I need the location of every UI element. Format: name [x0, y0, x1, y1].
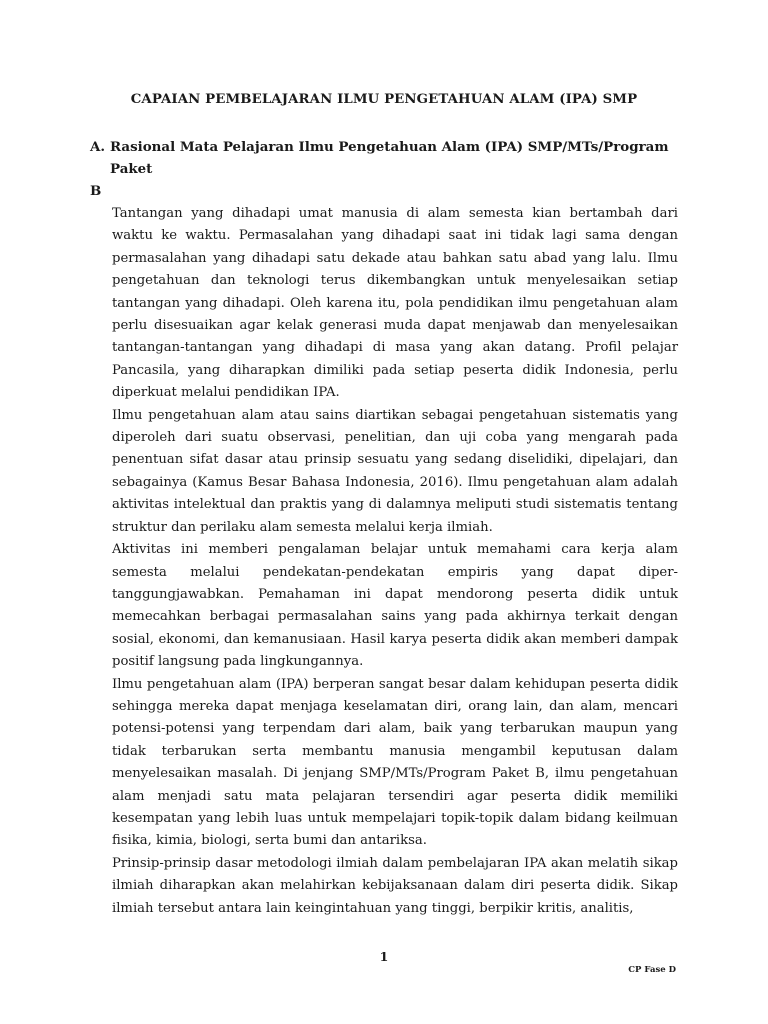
paragraph-1: Tantangan yang dihadapi umat manusia di alam semesta kian bertambah dari waktu ke waktu. Permasalahan yang dihadapi saat ini tidak lagi sama dengan permasalahan yang dihadapi satu dekade atau bahkan satu abad yang lalu. Ilmu pengetahuan dan teknologi terus dikembangkan untuk menyelesaikan setiap tantangan yang dihadapi. Oleh karena itu, pola pendidikan ilmu pengetahuan alam perlu disesuaikan agar kelak generasi muda dapat menjawab dan menyelesaikan tantangan-tantangan yang dihadapi di masa yang akan datang. Profil pelajar Pancasila, yang diharapkan dimiliki pada setiap peserta didik Indonesia, perlu diperkuat melalui pendidikan IPA.: [112, 206, 678, 401]
footer-label: CP Fase D: [628, 965, 676, 975]
section-heading-line1: Rasional Mata Pelajaran Ilmu Pengetahuan Alam (IPA) SMP/MTs/Program Paket: [110, 139, 669, 177]
page-number: 1: [379, 949, 389, 964]
document-title: CAPAIAN PEMBELAJARAN ILMU PENGETAHUAN ALAM (IPA) SMP: [130, 92, 638, 107]
section-heading: [90, 136, 680, 202]
paragraph-4: Ilmu pengetahuan alam (IPA) berperan sangat besar dalam kehidupan peserta didik sehingga mereka dapat menjaga keselamatan diri, orang lain, dan alam, mencari potensi-potensi yang terpendam dari alam, baik yang terbarukan maupun yang tidak terbarukan serta membantu manusia mengambil keputusan dalam menyelesaikan masalah. Di jenjang SMP/MTs/Program Paket B, ilmu pengetahuan alam menjadi satu mata pelajaran tersendiri agar peserta didik memiliki kesempatan yang lebih luas untuk mempelajari topik-topik dalam bidang keilmuan fisika, kimia, biologi, serta bumi dan antariksa.: [112, 676, 678, 849]
section-heading-text: [90, 136, 680, 202]
body-text: [112, 203, 678, 920]
paragraph-3: Aktivitas ini memberi pengalaman belajar untuk memahami cara kerja alam semesta melalui pendekatan-pendekatan empiris yang dapat diper- tanggungjawabkan. Pemahaman ini dapat mendorong peserta didik untuk memecahkan berbagai permasalahan sains yang pada akhirnya terkait dengan sosial, ekonomi, dan kemanusiaan. Hasil karya peserta didik akan memberi dampak positif langsung pada lingkungannya.: [112, 542, 678, 670]
paragraph-2: Ilmu pengetahuan alam atau sains diartikan sebagai pengetahuan sistematis yang diperoleh dari suatu observasi, penelitian, dan uji coba yang mengarah pada penentuan sifat dasar atau prinsip sesuatu yang sedang diselidiki, dipelajari, dan sebagainya (Kamus Besar Bahasa Indonesia, 2016). Ilmu pengetahuan alam adalah aktivitas intelektual dan praktis yang di dalamnya meliputi studi sistematis tentang struktur dan perilaku alam semesta melalui kerja ilmiah.: [112, 407, 678, 535]
section-heading-line2: B: [90, 183, 102, 199]
paragraph-5: Prinsip-prinsip dasar metodologi ilmiah dalam pembelajaran IPA akan melatih sikap ilmiah diharapkan akan melahirkan kebijaksanaan dalam diri peserta didik. Sikap ilmiah tersebut antara lain keingintahuan yang tinggi, berpikir kritis, analitis,: [112, 855, 678, 916]
section-letter: A.: [90, 139, 106, 155]
